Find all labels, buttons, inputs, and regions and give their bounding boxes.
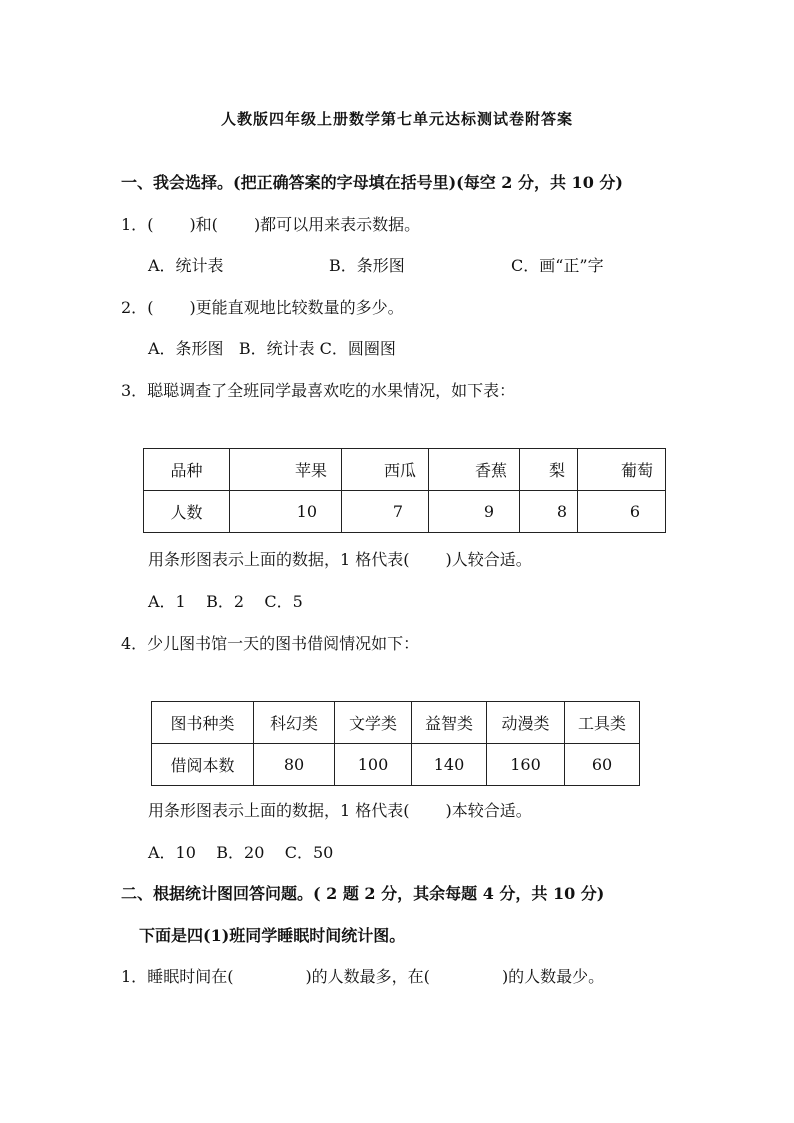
table-header-cell: 借阅本数 (152, 744, 254, 786)
table-cell: 100 (335, 744, 412, 786)
table-row (144, 491, 666, 533)
question-3: 3．聪聪调查了全班同学最喜欢吃的水果情况，如下表： (121, 381, 516, 400)
table-row (152, 702, 640, 744)
question-3-options: A．1 B．2 C．5 (148, 592, 303, 611)
question-text: 用条形图表示上面的数据，1 格代表( (148, 550, 410, 569)
table-cell: 160 (487, 744, 565, 786)
bracket-open: ( (147, 298, 154, 317)
question-1 (121, 212, 420, 235)
table-cell: 工具类 (565, 702, 640, 744)
page-title: 人教版四年级上册数学第七单元达标测试卷附答案 (220, 110, 573, 128)
question-number: 1． (121, 967, 148, 986)
table-row (152, 744, 640, 786)
table-cell: 9 (429, 491, 520, 533)
table-cell: 益智类 (412, 702, 487, 744)
question-text: )更能直观地比较数量的多少。 (189, 298, 404, 317)
table-header-cell: 品种 (144, 449, 230, 491)
table-cell: 8 (520, 491, 578, 533)
question-4-options: A．10 B．20 C．50 (148, 843, 334, 862)
table-cell: 60 (565, 744, 640, 786)
section-2-intro: 下面是四(1)班同学睡眠时间统计图。 (139, 926, 406, 945)
section-2-question-1 (121, 964, 604, 987)
table-cell: 80 (254, 744, 335, 786)
question-2-options: A．条形图 B．统计表 C．圆圈图 (148, 339, 396, 358)
table-header-cell: 人数 (144, 491, 230, 533)
question-4-follow (148, 798, 532, 821)
option-b: B．条形图 (329, 256, 405, 275)
section-1-heading: 一、我会选择。(把正确答案的字母填在括号里)(每空 2 分，共 10 分) (121, 173, 623, 192)
table-cell: 香蕉 (429, 449, 520, 491)
table-row (144, 449, 666, 491)
question-2 (121, 295, 404, 318)
table-cell: 140 (412, 744, 487, 786)
fruit-table (143, 448, 666, 533)
question-text: 睡眠时间在( (147, 967, 234, 986)
table-cell: 西瓜 (342, 449, 429, 491)
question-text: )和( (189, 215, 218, 234)
question-4: 4．少儿图书馆一天的图书借阅情况如下： (121, 634, 420, 653)
table-cell: 梨 (520, 449, 578, 491)
question-text: )都可以用来表示数据。 (253, 215, 421, 234)
option-c: C．画“正”字 (511, 256, 604, 275)
table-cell: 文学类 (335, 702, 412, 744)
question-text: )人较合适。 (445, 550, 532, 569)
table-cell: 动漫类 (487, 702, 565, 744)
table-cell: 7 (342, 491, 429, 533)
table-cell: 苹果 (230, 449, 342, 491)
option-a: A．统计表 (148, 256, 224, 275)
question-text: )的人数最多，在( (305, 967, 430, 986)
question-number: 1． (121, 215, 148, 234)
section-2-heading: 二、根据统计图回答问题。( 2 题 2 分，其余每题 4 分，共 10 分) (121, 884, 605, 903)
table-cell: 10 (230, 491, 342, 533)
bracket-open: ( (147, 215, 154, 234)
table-cell: 葡萄 (578, 449, 666, 491)
question-number: 2． (121, 298, 148, 317)
table-cell: 科幻类 (254, 702, 335, 744)
question-text: )本较合适。 (445, 801, 532, 820)
question-text: 用条形图表示上面的数据，1 格代表( (148, 801, 410, 820)
question-3-follow (148, 547, 532, 570)
table-header-cell: 图书种类 (152, 702, 254, 744)
table-cell: 6 (578, 491, 666, 533)
library-table (151, 701, 640, 786)
question-text: )的人数最少。 (501, 967, 605, 986)
